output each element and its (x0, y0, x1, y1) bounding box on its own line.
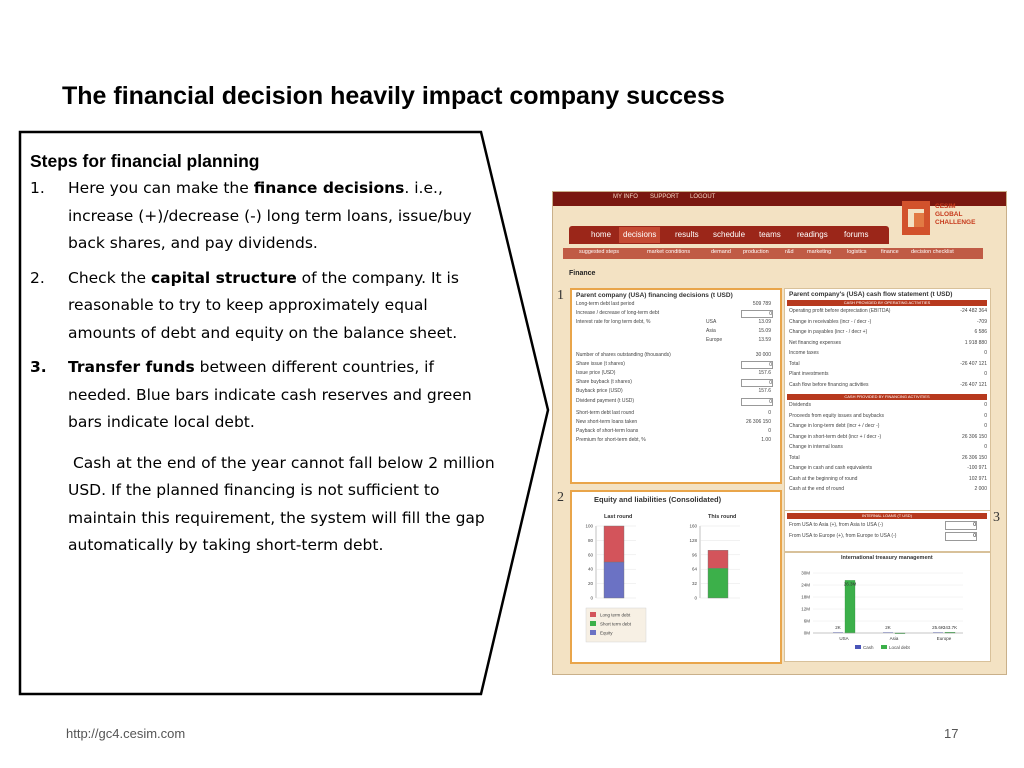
row-value: 26 306 150 (745, 419, 771, 425)
row-value: 0 (984, 350, 987, 356)
slide-title: The financial decision heavily impact company success (62, 82, 725, 110)
row-label: Total (789, 454, 800, 461)
row-label: Increase / decrease of long-term debt (576, 310, 660, 316)
table-row (789, 350, 987, 358)
table-row (789, 423, 987, 431)
step-text-bold: Transfer funds (68, 358, 195, 376)
region-label: USA (839, 636, 849, 641)
loan-row: From USA to Europe (+), from Europe to USA (-) (789, 533, 897, 539)
subnav-item[interactable]: decision checklist (911, 249, 954, 255)
step-item (30, 354, 500, 437)
debt-value-label: 343.7K (942, 625, 958, 630)
step-item (30, 175, 500, 258)
tick-label: 18M (801, 594, 810, 600)
step-text-bold: capital structure (150, 268, 297, 287)
table-row (789, 371, 987, 379)
row-label: Payback of short-term loans (576, 428, 639, 434)
table-row (576, 388, 771, 396)
table-row (789, 339, 987, 348)
table-row (576, 410, 771, 418)
decision-input[interactable]: 0 (741, 379, 773, 387)
step-text-bold: finance decisions (253, 179, 405, 197)
row-label: Change in long-term debt (incr + / decr -) (789, 423, 880, 429)
row-value: 13.59 (758, 337, 771, 343)
nav-decisions[interactable]: decisions (619, 227, 660, 243)
region-label: Europe (936, 636, 952, 641)
step-text-pre: Check the (68, 268, 151, 287)
tick-label: 12M (801, 606, 810, 612)
loan-input[interactable]: 0 (945, 532, 977, 541)
table-row (789, 465, 987, 473)
legend-label: Long term debt (600, 612, 631, 618)
row-label: Premium for short-term debt, % (576, 437, 646, 443)
row-value: -709 (976, 318, 987, 325)
row-label: Plant investments (789, 371, 829, 377)
row-label: Cash at the end of round (789, 486, 845, 492)
tick-label: 80 (587, 537, 593, 543)
tick-label: 100 (585, 523, 593, 529)
steps-panel (30, 150, 500, 560)
row-value: 0 (984, 444, 987, 450)
table-row (576, 361, 772, 369)
row-label: Interest rate for long term debt, % (576, 319, 651, 325)
row-label: Net financing expenses (789, 339, 841, 346)
row-label: Operating profit before depreciation (EBITDA) (789, 308, 891, 314)
subnav-item[interactable]: finance (881, 249, 899, 255)
row-label: Proceeds from equity issues and buybacks (789, 412, 885, 419)
tick-label: 6M (803, 618, 810, 624)
panel-title: Parent company's (USA) cash flow statement (t USD) (789, 291, 953, 298)
row-value: 0 (984, 423, 987, 429)
tick-label: 60 (587, 552, 593, 558)
subnav-item[interactable]: r&d (785, 249, 794, 255)
row-label: Income taxes (789, 350, 819, 356)
row-value: 26 306 150 (961, 454, 987, 461)
last-round-label: Last round (604, 514, 633, 520)
page-number: 17 (944, 726, 959, 741)
topbar-logout[interactable]: LOGOUT (690, 194, 716, 200)
table-row (789, 381, 987, 390)
table-row (789, 360, 987, 369)
table-row (576, 428, 771, 436)
table-row (789, 329, 987, 337)
section-label: Finance (569, 270, 596, 277)
tick-label: 160 (689, 523, 697, 529)
row-value: 0 (984, 412, 987, 419)
nav-home[interactable]: home (591, 230, 612, 239)
treasury-panel (784, 552, 991, 662)
nav-schedule[interactable]: schedule (713, 230, 746, 239)
table-row (789, 402, 987, 410)
cash-value-label: 25.6K (932, 625, 944, 630)
subnav-item[interactable]: demand (711, 249, 731, 255)
row-label: Long-term debt last period (576, 301, 635, 307)
row-value: 30 000 (755, 352, 771, 358)
decision-input[interactable]: 0 (741, 398, 773, 406)
panel-title: Equity and liabilities (Consolidated) (594, 495, 722, 504)
subnav-item[interactable]: suggested steps (579, 249, 620, 255)
financing-decisions-panel (570, 288, 782, 484)
nav-results[interactable]: results (675, 230, 699, 239)
legend-swatch (881, 645, 887, 649)
row-value: 157.6 (758, 388, 771, 394)
treasury-chart (785, 553, 988, 659)
panel-title: International treasury management (841, 555, 933, 561)
row-value: -26 407 121 (960, 381, 987, 388)
row-label: Change in receivables (incr - / decr -) (789, 318, 872, 325)
main-nav (569, 226, 889, 244)
last-round-long-term-debt-bar (604, 526, 624, 562)
tick-label: 32 (691, 581, 697, 587)
cash-flow-panel (784, 288, 991, 512)
sub-nav (563, 248, 983, 259)
table-row (789, 475, 987, 484)
table-row (576, 379, 772, 387)
row-region: USA (706, 319, 717, 325)
logo-text: CESIM GLOBAL CHALLENGE (935, 203, 976, 226)
step-item (30, 265, 500, 348)
row-value: 102 971 (968, 475, 987, 482)
row-value: 1.00 (761, 437, 771, 443)
row-label: Share buyback (t shares) (576, 379, 632, 385)
row-value: 0 (768, 410, 771, 416)
nav-forums[interactable]: forums (844, 230, 869, 239)
table-row (576, 352, 771, 360)
legend-label: Local debt (889, 645, 910, 650)
legend-label: Equity (600, 630, 613, 636)
tick-label: 64 (691, 566, 697, 572)
nav-teams[interactable]: teams (759, 230, 781, 239)
tick-label: 96 (691, 552, 697, 558)
subnav-item[interactable]: production (743, 249, 769, 255)
loan-input[interactable]: 0 (945, 521, 977, 530)
callout-number: 1 (557, 288, 564, 303)
row-value: 26 306 150 (961, 433, 987, 440)
table-row (789, 433, 987, 442)
row-label: Short-term debt last round (576, 410, 635, 416)
legend-swatch (590, 621, 596, 626)
step-text-pre: Here you can make the (68, 179, 254, 197)
subnav-item[interactable]: market conditions (647, 249, 691, 255)
row-value: 157.6 (758, 370, 771, 376)
cash-value-label: 2K (835, 625, 841, 630)
row-label: Dividends (789, 402, 811, 408)
step-number: 2. (30, 268, 45, 287)
step-text-post: between different countries, if needed. Blue bars indicate cash reserves and green bars indicate local debt. (68, 358, 472, 431)
table-row (789, 444, 987, 452)
table-row (789, 454, 987, 463)
row-label: Buyback price (USD) (576, 388, 623, 394)
section-band: CASH PROVIDED BY FINANCING ACTIVITIES (787, 394, 987, 400)
callout-number: 2 (557, 490, 564, 505)
tick-label: 24M (801, 582, 810, 588)
row-value: 15.09 (758, 328, 771, 334)
step-number: 3. (30, 358, 47, 376)
loan-row: From USA to Asia (+), from Asia to USA (-) (789, 522, 884, 528)
tick-label: 20 (587, 581, 593, 587)
row-label: Share issue (t shares) (576, 361, 625, 367)
section-band: CASH PROVIDED BY OPERATING ACTIVITIES (787, 300, 987, 306)
row-value: 1 918 880 (964, 339, 987, 346)
row-value: 0 (984, 371, 987, 377)
table-row (576, 319, 771, 327)
internal-loans-panel (784, 510, 991, 552)
table-row (576, 398, 772, 406)
tick-label: 0 (590, 595, 593, 601)
row-label: Change in payables (incr - / decr +) (789, 329, 868, 335)
table-row (576, 419, 771, 427)
table-row (789, 486, 987, 494)
row-label: Cash flow before financing activities (789, 381, 869, 388)
last-round-equity-bar (604, 562, 624, 598)
row-region: Asia (706, 328, 716, 334)
topbar-support[interactable]: SUPPORT (650, 194, 679, 200)
this-round-label: This round (708, 514, 737, 520)
row-value: 509 789 (752, 301, 771, 307)
row-label: Change in short-term debt (incr + / decr -) (789, 433, 882, 440)
subnav-item[interactable]: marketing (807, 249, 832, 255)
tick-label: 40 (587, 566, 593, 572)
legend-swatch (590, 612, 596, 617)
debt-value-label: 26.3M (843, 581, 857, 587)
nav-readings[interactable]: readings (797, 230, 828, 239)
table-row (576, 370, 771, 378)
panel-title: Parent company (USA) financing decisions (t USD) (576, 292, 733, 299)
row-value: 13.09 (758, 319, 771, 325)
decision-input[interactable]: 0 (741, 361, 773, 369)
tick-label: 128 (689, 537, 697, 543)
row-label: Change in internal loans (789, 444, 843, 450)
row-value: -100 971 (967, 465, 987, 471)
tick-label: 0 (694, 595, 697, 601)
row-value: 0 (768, 428, 771, 434)
callout-number: 3 (993, 510, 1000, 525)
subnav-item[interactable]: logistics (847, 249, 867, 255)
table-row (789, 308, 987, 316)
row-label: Change in cash and cash equivalents (789, 465, 873, 471)
cash-note: Cash at the end of the year cannot fall below 2 million USD. If the planned financing is not sufficient to maintain this requirement, the system will fill the gap automatically by taking short-term debt. (68, 453, 495, 554)
row-value: 0 (984, 402, 987, 408)
row-label: Number of shares outstanding (thousands) (576, 352, 671, 358)
table-row (789, 412, 987, 421)
row-label: Cash at the beginning of round (789, 475, 858, 482)
table-row (576, 301, 771, 309)
row-value: -26 407 121 (960, 360, 987, 367)
row-region: Europe (706, 337, 723, 343)
legend-label: Short term debt (600, 621, 632, 627)
this-round-long-term-debt-bar (708, 550, 728, 568)
row-value: 6 586 (974, 329, 987, 335)
step-number: 1. (30, 179, 45, 197)
row-value: 2 000 (974, 486, 987, 492)
row-label: New short-term loans taken (576, 419, 638, 425)
decision-input[interactable]: 0 (741, 310, 773, 318)
equity-chart (572, 492, 776, 658)
section-band: INTERNAL LOANS (T USD) (787, 513, 987, 519)
tick-label: 30M (801, 570, 810, 576)
footer-url[interactable]: http://gc4.cesim.com (66, 726, 186, 741)
step-text-post: . i.e., increase (+)/decrease (-) long term loans, issue/buy back shares, and pay dividends. (68, 179, 472, 252)
cesim-screenshot (552, 191, 1007, 675)
region-label: Asia (889, 636, 899, 641)
equity-liabilities-panel (570, 490, 782, 664)
tick-label: 0M (803, 630, 810, 636)
row-value: -24 482 364 (960, 308, 987, 314)
debt-bar (845, 580, 855, 633)
row-label: Dividend payment (t USD) (576, 398, 635, 404)
this-round-short-term-debt-bar (708, 568, 728, 598)
legend-label: Cash (863, 645, 874, 650)
legend-swatch (855, 645, 861, 649)
legend-swatch (590, 630, 596, 635)
steps-heading: Steps for financial planning (30, 151, 260, 171)
step-text-post: of the company. It is reasonable to try to keep approximately equal amounts of debt and equity on the balance sheet. (68, 268, 459, 342)
topbar-my-info[interactable]: MY INFO (613, 194, 638, 200)
row-label: Issue price (USD) (576, 370, 616, 376)
cash-value-label: 2K (885, 625, 891, 630)
table-row (789, 318, 987, 327)
row-label: Total (789, 360, 800, 367)
table-row (576, 437, 771, 445)
table-row (576, 310, 772, 318)
